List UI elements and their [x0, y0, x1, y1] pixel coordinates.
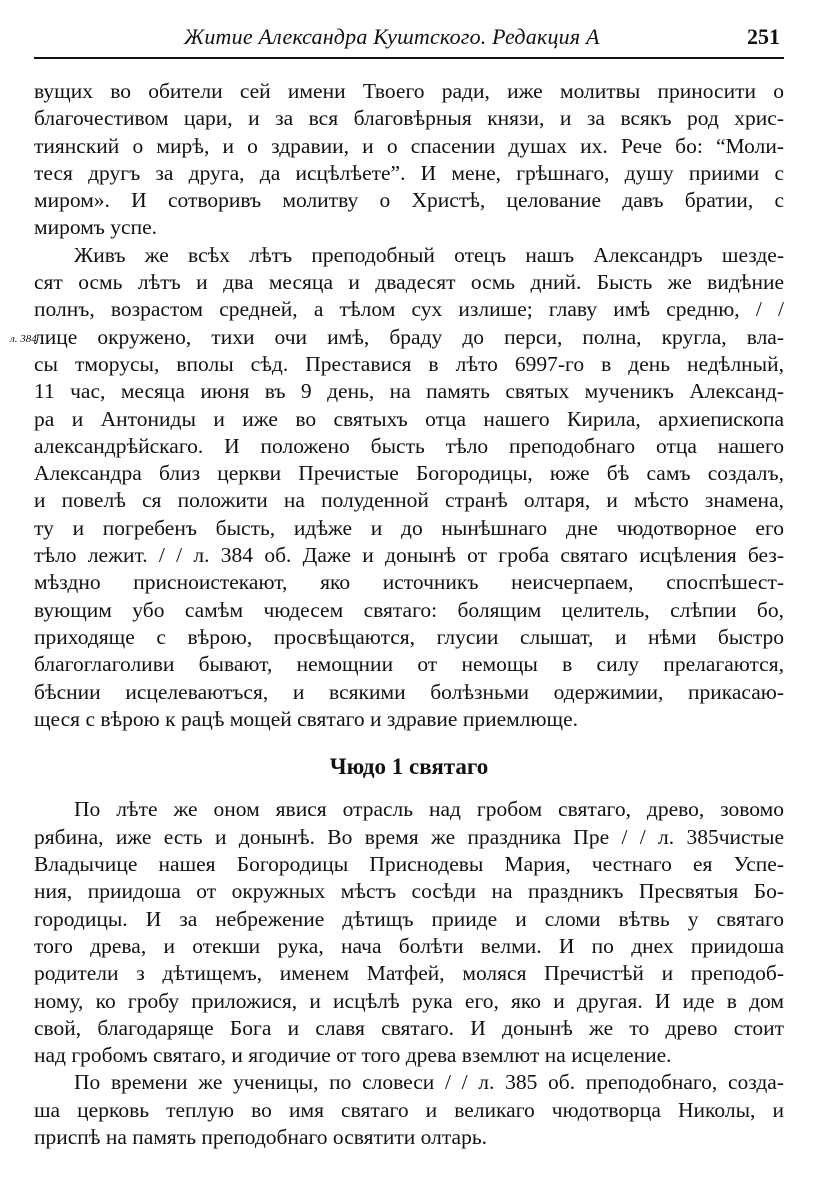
- text-line: городицы. И за небрежение дѣтищъ прииде и сломи вѣтвь у святаго: [34, 906, 784, 931]
- header-divider: [34, 57, 784, 59]
- text-line: Владычице нашея Богородицы Приснодевы Мария, честнаго ея Успе-: [34, 852, 784, 877]
- text-line: сы тморусы, вполы сѣд. Преставися в лѣто 6997-го в день недѣлный,: [34, 351, 784, 376]
- text-line: бѣснии исцелеваютъся, и всякими болѣзньми одержимии, прикасаю-: [34, 679, 784, 704]
- text-line: приспѣ на память преподобнаго освятити олтарь.: [34, 1124, 488, 1149]
- body-text: [10, 78, 784, 1151]
- page-number: 251: [747, 24, 780, 49]
- text-line: и повелѣ ся положити на полуденной странѣ олтаря, и мѣсто знамена,: [34, 488, 784, 513]
- text-line: ту и погребенъ бысть, идѣже и до нынѣшнаго дне чюдотворное его: [34, 515, 784, 540]
- text-line: По времени же ученицы, по словеси / / л. 385 об. преподобнаго, созда-: [74, 1070, 784, 1095]
- text-line: Живъ же всѣх лѣтъ преподобный отецъ нашъ Александръ шезде-: [74, 242, 784, 267]
- text-line: вущих во обители сей имени Твоего ради, иже молитвы приносити о: [34, 79, 784, 103]
- text-line: александрѣйскаго. И положено бысть тѣло преподобнаго отца нашего: [34, 433, 784, 458]
- paragraph-1: [34, 78, 784, 242]
- folio-margin-note: л. 384: [10, 332, 37, 345]
- text-line: свой, благодаряще Бога и славя святаго. И донынѣ же то древо стоит: [34, 1015, 784, 1040]
- text-line: ния, приидоша от окружных мѣстъ сосѣди на праздникъ Пресвятыя Бо-: [34, 879, 784, 904]
- text-line: благоглаголиви бывают, немощнии от немощы в силу прелагаются,: [34, 652, 784, 677]
- text-line: того древа, и отекши рука, нача болѣти велми. И по днех приидоша: [34, 933, 784, 958]
- text-line: приходяще с вѣрою, просвѣщаются, глусии слышат, и нѣми быстро: [34, 624, 784, 649]
- text-line: сят осмь лѣтъ и два месяца и двадесят осмь дний. Бысть же видѣние: [34, 270, 784, 295]
- text-line: тѣло лежит. / / л. 384 об. Даже и донынѣ от гроба святаго исцѣления без-: [34, 543, 784, 568]
- text-line: лице окружено, тихи очи имѣ, браду до перси, полна, кругла, вла-: [34, 324, 784, 349]
- paragraph-4: [34, 1069, 784, 1151]
- section-heading: Чюдо 1 святаго: [329, 754, 489, 780]
- text-line: теся другъ за друга, да исцѣлѣете”. И мене, грѣшнаго, душу приими с: [34, 160, 784, 185]
- text-line: ному, ко гробу приложися, и исцѣлѣ рука его, яко и другая. И иде в дом: [34, 988, 784, 1013]
- text-line: над гробомъ святаго, и ягодичие от того древа вземлют на исцеление.: [34, 1043, 672, 1068]
- text-line: благочестивом цари, и за вся благовѣрныя князи, и за всякъ род хрис-: [34, 106, 784, 131]
- text-line: ра и Антониды и иже во святыхъ отца нашего Кирила, архиепископа: [34, 406, 784, 431]
- text-line: По лѣте же оном явися отрасль над гробом святаго, древо, зовомо: [74, 797, 784, 822]
- text-line: мѣздно присноистекают, яко источникъ неисчерпаем, споспѣшест-: [34, 570, 784, 595]
- text-line: родители з дѣтищемъ, именем Матфей, моляся Пречистѣй и преподоб-: [34, 961, 784, 986]
- text-line: ша церковь теплую во имя святаго и великаго чюдотворца Николы, и: [34, 1097, 784, 1122]
- text-line: Александра близ церкви Пречистые Богородицы, юже бѣ самъ создалъ,: [34, 461, 784, 486]
- text-line: вующим убо самѣм чюдесем святаго: болящим целитель, слѣпии бо,: [34, 597, 784, 622]
- text-line: щеся с вѣрою к рацѣ мощей святаго и здравие приемлюще.: [34, 706, 578, 731]
- text-line: рябина, иже есть и донынѣ. Во время же праздника Пре / / л. 385чистые: [34, 824, 784, 849]
- text-line: полнъ, возрастом средней, а тѣлом сух излише; главу имѣ средню, / /: [34, 297, 784, 322]
- text-line: миромъ успе.: [34, 215, 158, 240]
- text-line: тиянский о мирѣ, и о здравии, и о спасении душах их. Рече бо: “Моли-: [34, 133, 784, 158]
- running-header: [34, 22, 784, 52]
- paragraph-3: [34, 796, 784, 1069]
- text-line: миром». И сотворивъ молитву о Христѣ, целование давъ братии, с: [34, 188, 784, 213]
- paragraph-2: [10, 242, 784, 733]
- text-line: 11 час, месяца июня въ 9 день, на память святых мученикъ Александ-: [34, 379, 784, 404]
- running-title: Житие Александра Куштского. Редакция А: [184, 24, 600, 49]
